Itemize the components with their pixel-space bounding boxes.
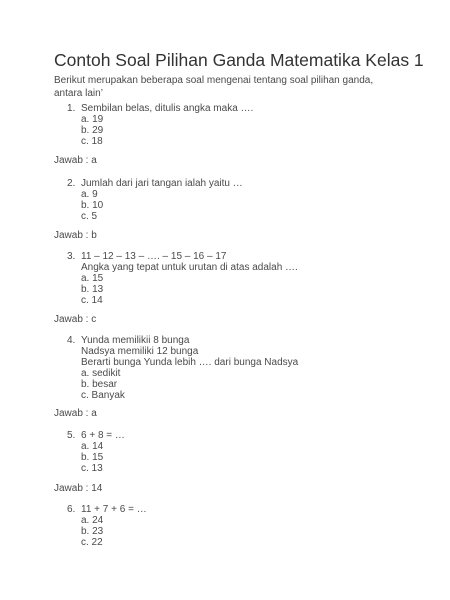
option-b: b. 13 [81,284,104,295]
option-b: b. 15 [81,452,104,463]
answer-1: Jawab : a [54,155,97,166]
option-a: a. 9 [81,189,98,200]
option-a: a. 24 [81,515,104,526]
option-a: a. 14 [81,441,104,452]
question-text: Berarti bunga Yunda lebih …. dari bunga Nadsya [81,357,299,368]
option-c: c. 13 [81,463,103,474]
option-c: c. 22 [81,537,103,548]
page-title: Contoh Soal Pilihan Ganda Matematika Kelas 1 [54,50,424,70]
option-a: a. sedikit [81,368,121,379]
question-number: 4. [67,335,76,346]
option-b: b. 23 [81,526,104,537]
question-number: 3. [67,251,76,262]
question-text: Angka yang tepat untuk urutan di atas adalah …. [81,262,298,273]
question-number: 2. [67,178,76,189]
question-text: Nadsya memiliki 12 bunga [81,346,199,357]
option-c: c. 5 [81,211,98,222]
option-c: c. Banyak [81,390,125,401]
option-a: a. 15 [81,273,104,284]
option-b: b. 29 [81,125,104,136]
question-text: 11 + 7 + 6 = … [81,504,147,515]
question-text: Yunda memilikii 8 bunga [81,335,190,346]
question-text: 11 – 12 – 13 – …. – 15 – 16 – 17 [81,251,227,262]
intro-text: Berikut merupakan beberapa soal mengenai tentang soal pilihan ganda, antara lain’ [54,75,374,99]
option-c: c. 18 [81,136,103,147]
option-b: b. besar [81,379,118,390]
option-b: b. 10 [81,200,104,211]
option-a: a. 19 [81,114,104,125]
answer-3: Jawab : c [54,314,97,325]
answer-4: Jawab : a [54,408,97,419]
answer-5: Jawab : 14 [54,483,103,494]
question-number: 1. [67,103,76,114]
question-text: Jumlah dari jari tangan ialah yaitu … [81,178,243,189]
answer-2: Jawab : b [54,230,97,241]
option-c: c. 14 [81,295,103,306]
question-number: 6. [67,504,76,515]
question-text: Sembilan belas, ditulis angka maka …. [81,103,254,114]
question-number: 5. [67,430,76,441]
question-text: 6 + 8 = … [81,430,125,441]
